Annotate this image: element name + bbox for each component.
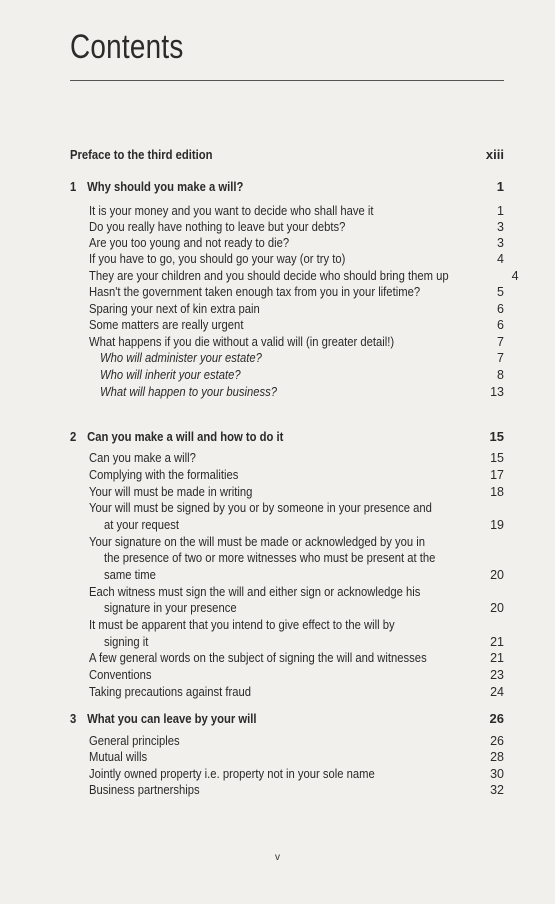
toc-subentry[interactable]: What will happen to your business? 13 <box>100 385 504 399</box>
toc-entry-continued[interactable]: signature in your presence 20 <box>104 601 504 615</box>
chapter-number: 2 <box>70 430 77 444</box>
toc-entry[interactable]: Complying with the formalities 17 <box>89 468 504 482</box>
toc-entry[interactable]: Your will must be signed by you or by someone in your presence and <box>89 501 432 515</box>
toc-preface-page: xiii <box>485 147 504 162</box>
toc-entry[interactable]: Jointly owned property i.e. property not in your sole name 30 <box>89 767 504 781</box>
chapter-number: 3 <box>70 712 77 726</box>
toc-entry-continued[interactable]: the presence of two or more witnesses who must be present at the <box>104 551 436 565</box>
toc-preface-label: Preface to the third edition <box>70 148 213 162</box>
toc-entry[interactable]: Your signature on the will must be made or acknowledged by you in <box>89 535 426 549</box>
toc-entry-continued[interactable]: same time 20 <box>104 568 504 582</box>
toc-entry[interactable]: It must be apparent that you intend to give effect to the will by <box>89 618 395 632</box>
chapter-number: 1 <box>70 180 77 194</box>
chapter-title: Why should you make a will? <box>87 180 244 194</box>
chapter-page: 26 <box>489 711 504 726</box>
toc-subentry[interactable]: Who will administer your estate? 7 <box>100 351 504 365</box>
toc-preface[interactable] <box>70 147 504 163</box>
toc-entry[interactable]: Do you really have nothing to leave but your debts? 3 <box>89 220 504 234</box>
page-number: v <box>275 852 280 863</box>
chapter-title: Can you make a will and how to do it <box>87 430 284 444</box>
toc-entry[interactable]: Some matters are really urgent 6 <box>89 318 504 332</box>
toc-chapter-3[interactable] <box>70 711 504 727</box>
toc-chapter-1[interactable] <box>70 179 504 195</box>
toc-entry[interactable]: If you have to go, you should go your way (or try to) 4 <box>89 252 504 266</box>
page-title: Contents <box>70 28 184 66</box>
toc-entry[interactable]: Mutual wills 28 <box>89 750 504 764</box>
toc-entry[interactable]: Each witness must sign the will and either sign or acknowledge his <box>89 585 421 599</box>
toc-entry[interactable]: Are you too young and not ready to die? 3 <box>89 236 504 250</box>
toc-entry[interactable]: Business partnerships 32 <box>89 783 504 797</box>
toc-entry-continued[interactable]: at your request 19 <box>104 518 504 532</box>
chapter-page: 15 <box>489 429 504 444</box>
toc-entry[interactable]: Sparing your next of kin extra pain 6 <box>89 302 504 316</box>
toc-entry[interactable]: What happens if you die without a valid will (in greater detail!) 7 <box>89 335 504 349</box>
toc-entry[interactable]: It is your money and you want to decide who shall have it 1 <box>89 204 504 218</box>
chapter-title: What you can leave by your will <box>87 712 257 726</box>
toc-entry[interactable]: They are your children and you should decide who should bring them up 4 <box>89 269 519 283</box>
toc-entry[interactable]: Taking precautions against fraud 24 <box>89 685 504 699</box>
toc-entry[interactable]: Hasn't the government taken enough tax from you in your lifetime? 5 <box>89 285 504 299</box>
toc-chapter-2[interactable] <box>70 429 504 445</box>
toc-entry[interactable]: Conventions 23 <box>89 668 504 682</box>
toc-entry[interactable]: Your will must be made in writing 18 <box>89 485 504 499</box>
toc-subentry[interactable]: Who will inherit your estate? 8 <box>100 368 504 382</box>
title-rule <box>70 80 504 81</box>
toc-entry[interactable]: A few general words on the subject of signing the will and witnesses 21 <box>89 651 504 665</box>
toc-entry-continued[interactable]: signing it 21 <box>104 635 504 649</box>
chapter-page: 1 <box>496 179 504 194</box>
toc-entry[interactable]: Can you make a will? 15 <box>89 451 504 465</box>
toc-entry[interactable]: General principles 26 <box>89 734 504 748</box>
